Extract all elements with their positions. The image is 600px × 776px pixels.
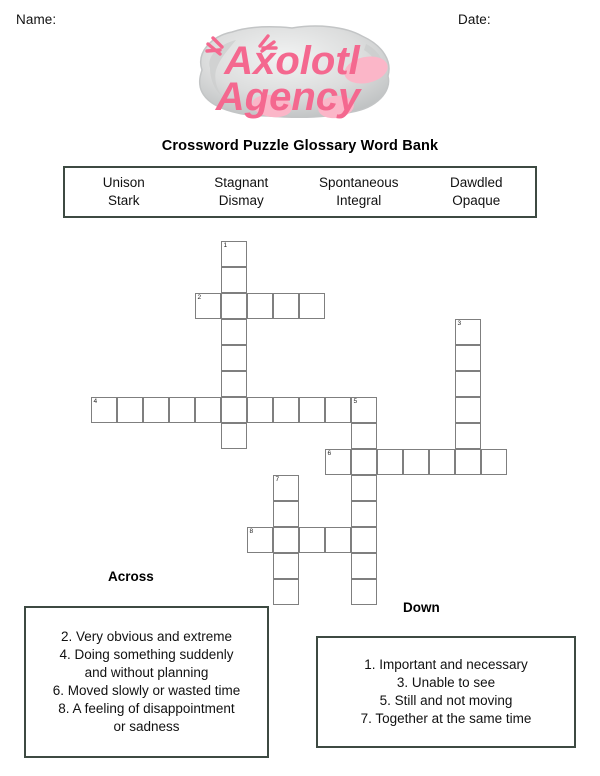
- crossword-cell[interactable]: [143, 397, 169, 423]
- logo-line-2-text: Agency: [215, 75, 361, 119]
- name-field-label: Name:: [16, 12, 57, 27]
- crossword-grid[interactable]: [91, 241, 511, 611]
- crossword-cell[interactable]: [325, 527, 351, 553]
- word-bank-column: [300, 174, 418, 210]
- down-clues-box: [316, 636, 576, 748]
- crossword-cell[interactable]: [221, 267, 247, 293]
- crossword-cell[interactable]: [429, 449, 455, 475]
- across-clue: 6. Moved slowly or wasted time: [52, 683, 241, 698]
- crossword-cell[interactable]: [455, 397, 481, 423]
- across-heading: Across: [108, 569, 154, 584]
- across-clue-cont: and without planning: [84, 665, 209, 681]
- crossword-cell[interactable]: [247, 293, 273, 319]
- across-clues-box: [24, 606, 269, 758]
- date-field-label: Date:: [458, 12, 491, 27]
- crossword-cell[interactable]: [299, 527, 325, 553]
- crossword-cell[interactable]: [221, 423, 247, 449]
- crossword-cell[interactable]: [299, 397, 325, 423]
- cell-number-2: 2: [197, 293, 202, 301]
- crossword-cell[interactable]: [351, 423, 377, 449]
- crossword-cell-start-7[interactable]: [273, 475, 299, 501]
- crossword-cell-start-5[interactable]: [351, 397, 377, 423]
- crossword-cell[interactable]: [351, 579, 377, 605]
- cell-number-3: 3: [457, 319, 462, 327]
- axolotl-agency-logo: [176, 18, 408, 122]
- across-clue: 8. A feeling of disappointment: [58, 700, 235, 716]
- crossword-cell[interactable]: [351, 475, 377, 501]
- crossword-cell[interactable]: [455, 371, 481, 397]
- down-heading: Down: [403, 600, 440, 615]
- crossword-cell[interactable]: [221, 293, 247, 319]
- cell-number-5: 5: [353, 397, 358, 405]
- logo-line-1-text: Axolotl: [224, 39, 360, 83]
- word-bank-word: Stagnant: [214, 174, 269, 190]
- word-bank-word: Spontaneous: [318, 174, 399, 190]
- word-bank-word: Integral: [336, 193, 382, 208]
- crossword-cell[interactable]: [351, 501, 377, 527]
- word-bank-word: Opaque: [452, 193, 501, 208]
- crossword-cell[interactable]: [273, 527, 299, 553]
- crossword-cell[interactable]: [325, 397, 351, 423]
- word-bank-word: Dismay: [218, 193, 264, 208]
- crossword-cell[interactable]: [221, 397, 247, 423]
- across-clue: 4. Doing something suddenly: [59, 647, 234, 663]
- crossword-cell[interactable]: [455, 449, 481, 475]
- across-clue: 2. Very obvious and extreme: [60, 629, 233, 645]
- crossword-cell[interactable]: [273, 293, 299, 319]
- crossword-cell[interactable]: [299, 293, 325, 319]
- crossword-cell[interactable]: [195, 397, 221, 423]
- word-bank-word: Dawdled: [449, 174, 503, 190]
- cell-number-8: 8: [249, 527, 254, 535]
- word-bank-column: [65, 174, 183, 210]
- cell-number-7: 7: [275, 475, 280, 483]
- down-clue: 1. Important and necessary: [364, 657, 528, 673]
- crossword-cell-start-4[interactable]: [91, 397, 117, 423]
- down-clue: 7. Together at the same time: [360, 710, 532, 726]
- cell-number-1: 1: [223, 241, 228, 249]
- crossword-cell[interactable]: [247, 397, 273, 423]
- crossword-cell[interactable]: [169, 397, 195, 423]
- word-bank-title: Crossword Puzzle Glossary Word Bank: [161, 138, 439, 154]
- crossword-cell-start-3[interactable]: [455, 319, 481, 345]
- crossword-cell[interactable]: [273, 501, 299, 527]
- word-bank-word: Stark: [107, 193, 140, 208]
- word-bank-column: [183, 174, 301, 210]
- crossword-cell-start-8[interactable]: [247, 527, 273, 553]
- crossword-cell[interactable]: [481, 449, 507, 475]
- word-bank-column: [418, 174, 536, 210]
- cell-number-4: 4: [93, 397, 98, 405]
- crossword-cell[interactable]: [273, 397, 299, 423]
- down-clue: 3. Unable to see: [396, 675, 496, 691]
- crossword-cell[interactable]: [351, 449, 377, 475]
- crossword-cell[interactable]: [351, 553, 377, 579]
- crossword-cell-start-2[interactable]: [195, 293, 221, 319]
- across-clue-cont: or sadness: [113, 718, 180, 734]
- crossword-cell[interactable]: [221, 345, 247, 371]
- word-bank: [63, 166, 537, 218]
- crossword-cell[interactable]: [273, 553, 299, 579]
- crossword-cell[interactable]: [377, 449, 403, 475]
- word-bank-word: Unison: [102, 174, 145, 190]
- cell-number-6: 6: [327, 449, 332, 457]
- crossword-cell[interactable]: [455, 423, 481, 449]
- crossword-cell[interactable]: [455, 345, 481, 371]
- crossword-cell-start-1[interactable]: [221, 241, 247, 267]
- down-clue: 5. Still and not moving: [379, 693, 513, 708]
- crossword-cell[interactable]: [221, 319, 247, 345]
- crossword-cell[interactable]: [117, 397, 143, 423]
- crossword-cell-start-6[interactable]: [325, 449, 351, 475]
- crossword-cell[interactable]: [403, 449, 429, 475]
- crossword-cell[interactable]: [351, 527, 377, 553]
- crossword-cell[interactable]: [273, 579, 299, 605]
- crossword-cell[interactable]: [221, 371, 247, 397]
